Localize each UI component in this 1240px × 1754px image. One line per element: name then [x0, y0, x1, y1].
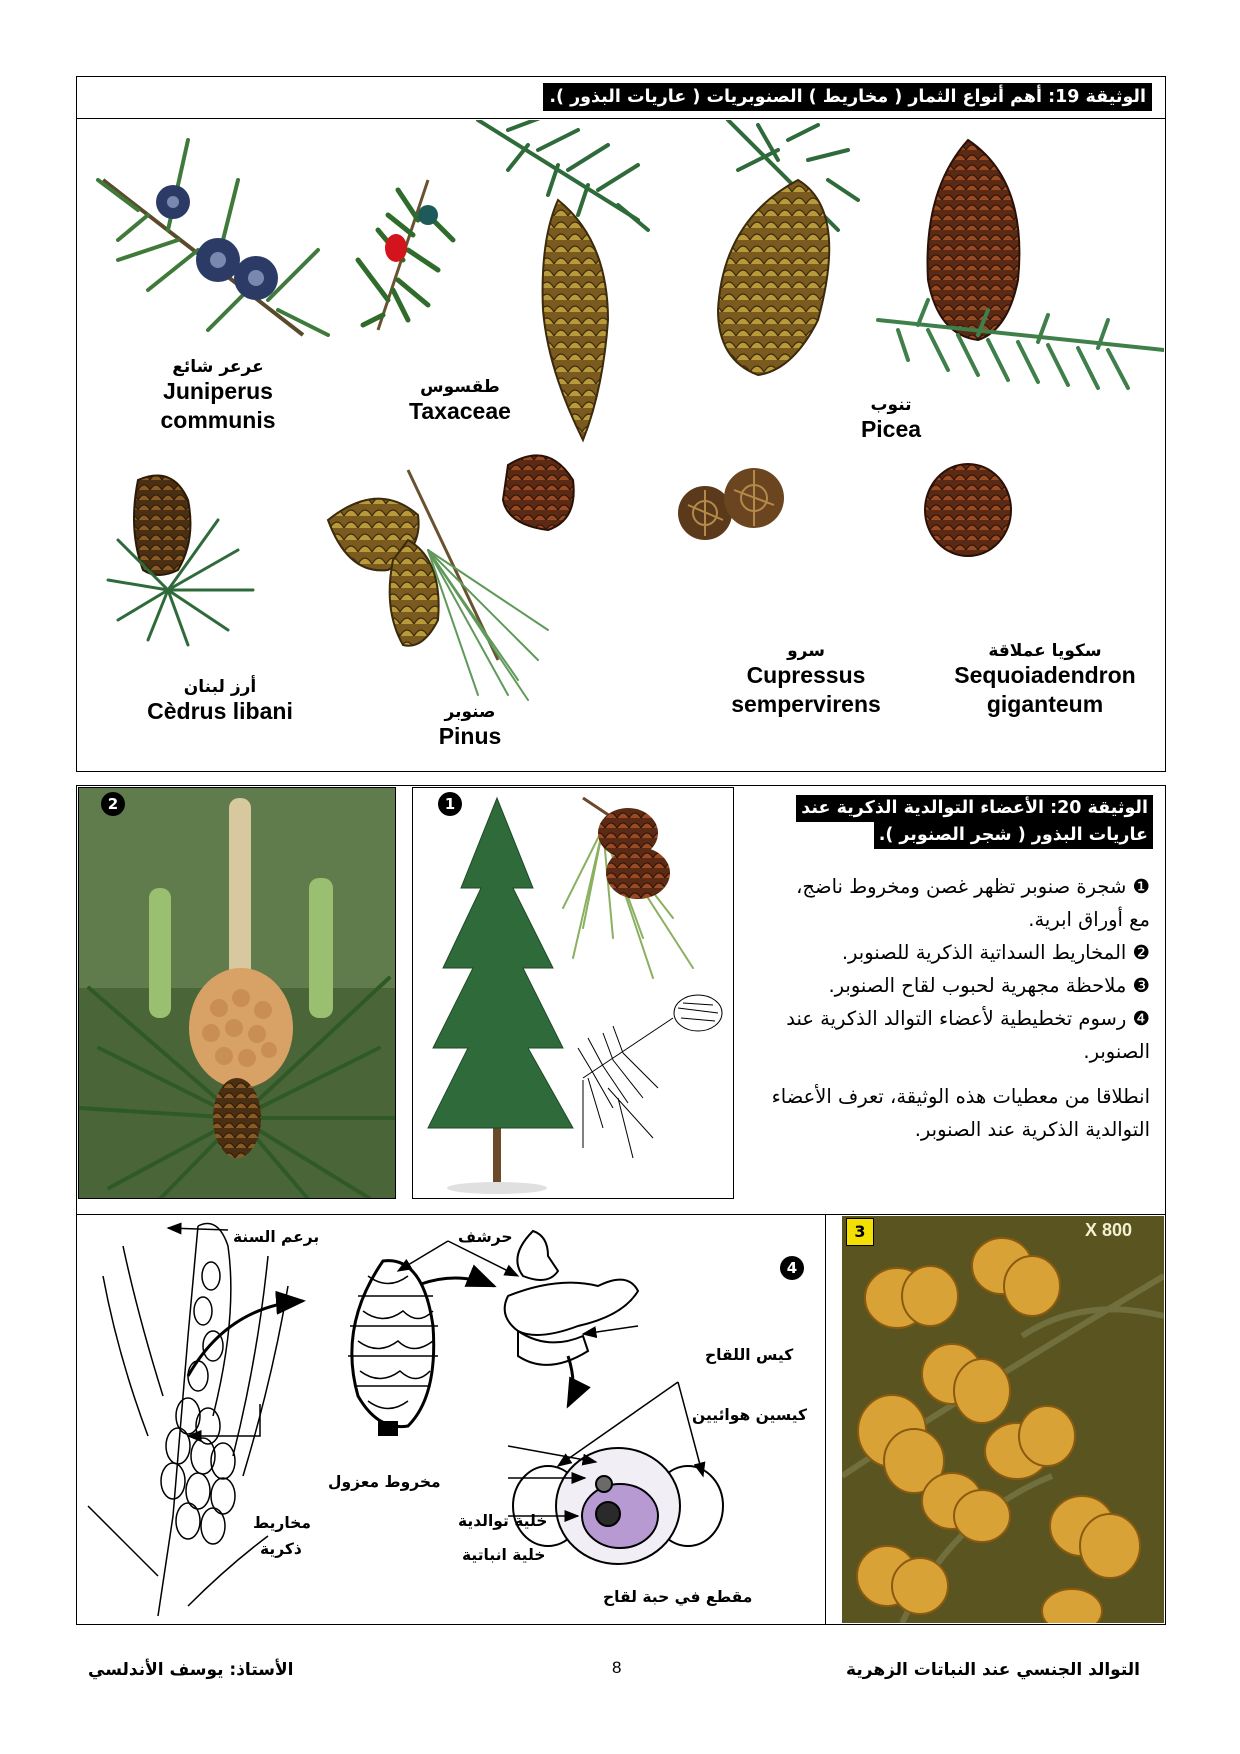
doc20-item-1-num: ❶ [1132, 875, 1150, 898]
label-isolated-cone: مخروط معزول [328, 1473, 441, 1491]
species-cupressus [718, 641, 894, 719]
sequoiadendron-illustration [925, 464, 1011, 556]
picea-illustration [718, 120, 858, 375]
doc20-instruction: انطلاقا من معطيات هذه الوثيقة، تعرف الأعضاء التوالدية الذكرية عند الصنوبر. [771, 1085, 1150, 1141]
species-juniperus [132, 357, 304, 435]
species-picea-ar: تنوب [870, 395, 912, 415]
species-pinus [420, 702, 520, 751]
label-pollen-sac: كيس اللقاح [705, 1346, 794, 1364]
doc20-item-4-text: رسوم تخطيطية لأعضاء التوالد الذكرية عند الصنوبر. [786, 1007, 1150, 1063]
badge-one: 1 [438, 792, 462, 816]
species-cedrus-lat1: Cèdrus libani [147, 698, 293, 724]
badge-four: 4 [780, 1256, 804, 1280]
cupressus-illustration [678, 468, 784, 540]
juniper-illustration [98, 140, 328, 335]
pollen-drawing [842, 1216, 1164, 1623]
label-male-cones-2: ذكرية [260, 1540, 302, 1558]
doc20-item-3-num: ❸ [1132, 974, 1150, 997]
doc20-title-line2: عاريات البذور ( شجر الصنوبر ). [874, 822, 1153, 849]
badge-two: 2 [101, 792, 125, 816]
doc20-item-1-text: شجرة صنوبر تظهر غصن ومخروط ناضج، مع أوراق ابرية. [796, 875, 1150, 931]
species-picea-lat1: Picea [860, 416, 922, 442]
photo-tree [412, 787, 734, 1199]
doc20-item-2 [770, 936, 1150, 969]
male-cones-drawing [79, 788, 396, 1199]
spruce-right-illustration [878, 140, 1164, 388]
species-cupressus-lat2: sempervirens [731, 691, 881, 717]
pinus-illustration [328, 455, 574, 700]
footer-author: الأستاذ: يوسف الأندلسي [88, 1660, 294, 1680]
taxus-illustration [358, 180, 453, 330]
doc20-item-4 [770, 1002, 1150, 1068]
label-pollen-section: مقطع في حبة لقاح [603, 1588, 753, 1606]
cedrus-illustration [108, 476, 253, 646]
tree-drawing [413, 788, 734, 1199]
doc20-item-3-text: ملاحظة مجهرية لحبوب لقاح الصنوبر. [828, 974, 1127, 997]
species-cedrus [125, 677, 315, 726]
doc20-item-4-num: ❹ [1132, 1007, 1150, 1030]
magnification-label: X 800 [1085, 1220, 1133, 1240]
doc20-items [770, 870, 1150, 1146]
species-taxaceae-lat1: Taxaceae [409, 398, 511, 424]
species-taxaceae [382, 377, 538, 426]
species-juniperus-lat1: Juniperus [163, 378, 273, 404]
micrograph [842, 1216, 1164, 1623]
species-cedrus-ar: أرز لبنان [183, 677, 257, 697]
species-picea [836, 395, 946, 444]
doc20-item-2-text: المخاريط السداتية الذكرية للصنوبر. [841, 941, 1127, 964]
label-scale: حرشف [458, 1228, 513, 1246]
footer-course-title: التوالد الجنسي عند النباتات الزهرية [846, 1660, 1140, 1680]
label-bud: برعم السنة [233, 1228, 320, 1246]
species-cupressus-ar: سرو [787, 641, 825, 661]
photo-male-cones [78, 787, 396, 1199]
species-pinus-ar: صنوبر [444, 702, 496, 722]
label-vegetative-cell: خلية انباتية [462, 1546, 546, 1564]
badge-three: 3 [846, 1218, 874, 1246]
doc20-item-2-num: ❷ [1132, 941, 1150, 964]
species-sequoiadendron-lat2: giganteum [986, 691, 1104, 717]
label-air-sacs: كيسين هوائيين [692, 1406, 807, 1424]
species-sequoiadendron-ar: سكويا عملاقة [988, 641, 1102, 661]
species-sequoiadendron [940, 641, 1150, 719]
doc19-title: الوثيقة 19: أهم أنواع الثمار ( مخاريط ) الصنوبريات ( عاريات البذور ). [543, 83, 1152, 111]
doc20-item-3 [770, 969, 1150, 1002]
label-generative-cell: خلية توالدية [458, 1512, 548, 1530]
label-male-cones-1: مخاريط [253, 1514, 311, 1532]
species-juniperus-ar: عرعر شائع [172, 357, 264, 377]
footer-page-number: 8 [612, 1658, 622, 1677]
species-sequoiadendron-lat1: Sequoiadendron [954, 662, 1136, 688]
doc20-title-line1: الوثيقة 20: الأعضاء التوالدية الذكرية عند [796, 795, 1153, 822]
species-juniperus-lat2: communis [160, 407, 276, 433]
species-pinus-lat1: Pinus [438, 723, 502, 749]
species-taxaceae-ar: طقسوس [420, 377, 500, 397]
doc20-item-1 [770, 870, 1150, 936]
species-cupressus-lat1: Cupressus [746, 662, 866, 688]
